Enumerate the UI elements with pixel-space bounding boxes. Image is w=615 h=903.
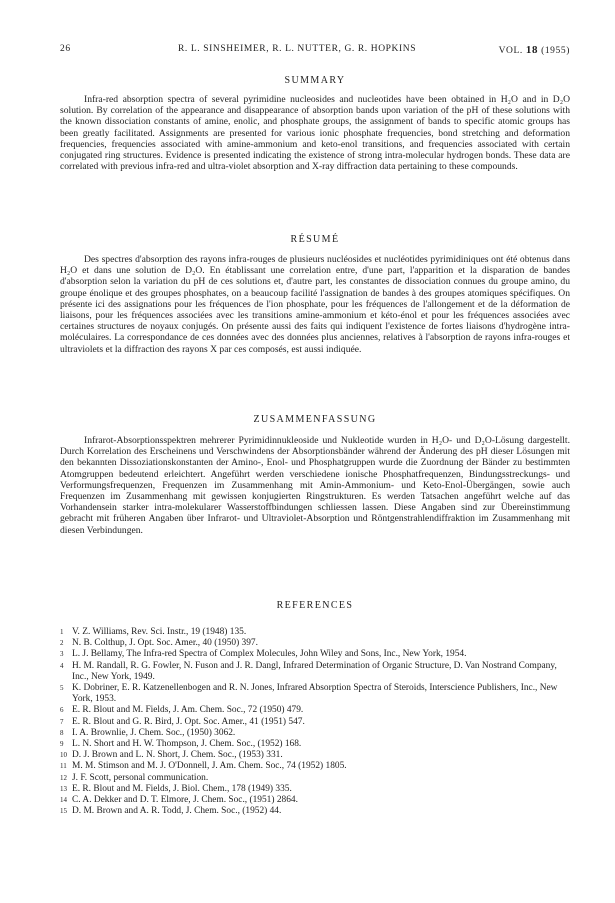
reference-number: 12 xyxy=(60,773,67,782)
reference-text: L. N. Short and H. W. Thompson, J. Chem. Soc., (1952) 168. xyxy=(72,739,302,750)
reference-item xyxy=(60,638,570,649)
reference-item xyxy=(60,728,570,739)
reference-item xyxy=(60,705,570,716)
reference-text: E. R. Blout and M. Fields, J. Am. Chem. Soc., 72 (1950) 479. xyxy=(72,705,304,716)
reference-text: I. A. Brownlie, J. Chem. Soc., (1950) 3062. xyxy=(72,727,236,738)
reference-item xyxy=(60,627,570,638)
reference-number: 8 xyxy=(60,728,64,737)
reference-item xyxy=(60,806,570,817)
volume-label: VOL. xyxy=(498,46,523,56)
reference-text: V. Z. Williams, Rev. Sci. Instr., 19 (1948) 135. xyxy=(72,627,247,637)
reference-text: E. R. Blout and M. Fields, J. Biol. Chem., 178 (1949) 335. xyxy=(72,783,292,794)
summary-heading: SUMMARY xyxy=(284,75,346,86)
page-number: 26 xyxy=(60,44,71,54)
reference-text: J. F. Scott, personal communication. xyxy=(72,772,209,783)
reference-item xyxy=(60,761,570,772)
reference-text: H. M. Randall, R. G. Fowler, N. Fuson and J. R. Dangl, Infrared Determination of Organic Structure, D. Van Nostrand Company, Inc., New York, 1949. xyxy=(72,660,557,682)
reference-item xyxy=(60,773,570,784)
reference-number: 7 xyxy=(60,717,64,726)
reference-number: 9 xyxy=(60,740,64,749)
reference-text: C. A. Dekker and D. T. Elmore, J. Chem. Soc., (1951) 2864. xyxy=(72,795,298,806)
volume-year: (1955) xyxy=(541,46,570,56)
reference-number: 3 xyxy=(60,650,64,659)
reference-item xyxy=(60,661,570,683)
reference-item xyxy=(60,649,570,660)
reference-item xyxy=(60,683,570,705)
zusammenfassung-text: Infrarot-Absorptionsspektren mehrerer Pyrimidinnukleoside und Nukleotide wurden in H₂O- und D₂O-Lösung dargestellt. Durch Korrelation des Erscheinens und Verschwindens der Absorptionsbänder während der Änderung des pH dieser Lösungen mit den bekannten Dissoziationskonstanten der Amino-, Enol- und Phosphatgruppen wurde die Zuordnung der Bänder zu bestimmten Atomgruppen bedeutend erleichtert. Angeführt werden verschiedene ionische Phosphatfrequenzen, Bindungsstreckungs- und Verformungsfrequenzen, Frequenzen im Zusammenhang mit Amin-Ammonium- und Keto-Enol-Übergängen, sowie auch Frequenzen im Zusammenhang mit gewissen konjugierten Ringstrukturen. Es werden Tatsachen angeführt welche auf das Vorhandensein starker intra-molekularer Wasserstoffbindungen schliessen lassen. Diese Angaben sind zur Übereinstimmung gebracht mit früheren Angaben über Infrarot- und Ultraviolet-Absorption und Röntgenstrahlendiffraktion im Zusammenhang mit diesen Verbindungen. xyxy=(60,435,570,536)
reference-item xyxy=(60,717,570,728)
reference-number: 11 xyxy=(60,762,67,771)
reference-text: L. J. Bellamy, The Infra-red Spectra of Complex Molecules, John Wiley and Sons, Inc., New York, 1954. xyxy=(72,649,467,660)
reference-text: N. B. Colthup, J. Opt. Soc. Amer., 40 (1950) 397. xyxy=(72,638,258,649)
reference-text: D. M. Brown and A. R. Todd, J. Chem. Soc., (1952) 44. xyxy=(72,806,282,817)
reference-number: 14 xyxy=(60,796,67,805)
reference-number: 15 xyxy=(60,807,67,816)
reference-item xyxy=(60,739,570,750)
summary-text: Infra-red absorption spectra of several pyrimidine nucleosides and nucleotides have been obtained in H₂O and in D₂O solution. By correlation of the appearance and disappearance of absorption bands upon variation of the pH of these solutions with the known dissociation constants of amine, enolic, and phosphate groups, the assignment of bands to specific atomic groups has been greatly facilitated. Assignments are presented for various ionic phosphate frequencies, bond stretching and deformation frequencies, frequencies associated with amine-ammonium and keto-enol transitions, and frequencies associated with certain conjugated ring structures. Evidence is presented indicating the existence of strong intra-molecular hydrogen bonds. These data are correlated with previous infra-red and ultra-violet absorption and X-ray diffraction data pertaining to these compounds. xyxy=(60,94,570,173)
reference-number: 13 xyxy=(60,784,67,793)
volume-info xyxy=(499,44,570,56)
zusammenfassung-heading: ZUSAMMENFASSUNG xyxy=(253,414,377,425)
reference-text: K. Dobriner, E. R. Katzenellenbogen and R. N. Jones, Infrared Absorption Spectra of Steroids, Interscience Publishers, Inc., New York, 1953. xyxy=(72,683,558,705)
reference-number: 2 xyxy=(60,639,64,648)
reference-text: D. J. Brown and L. N. Short, J. Chem. Soc., (1953) 331. xyxy=(72,750,283,761)
reference-text: E. R. Blout and G. R. Bird, J. Opt. Soc. Amer., 41 (1951) 547. xyxy=(72,716,305,727)
reference-text: M. M. Stimson and M. J. O'Donnell, J. Am. Chem. Soc., 74 (1952) 1805. xyxy=(72,761,347,772)
reference-item xyxy=(60,750,570,761)
references-list xyxy=(60,627,570,817)
volume-number: 18 xyxy=(525,44,539,56)
resume-heading: RÉSUMÉ xyxy=(290,234,340,245)
reference-number: 5 xyxy=(60,684,64,693)
reference-number: 10 xyxy=(60,751,67,760)
reference-item xyxy=(60,795,570,806)
resume-text: Des spectres d'absorption des rayons infra-rouges de plusieurs nucléosides et nucléotides pyrimidiniques ont été obtenus dans H₂O et dans une solution de D₂O. En établissant une correlation entre, d'une part, l'apparition et la disparation de bandes d'absorption selon la variation du pH de ces solutions et, d'autre part, les constantes de dissociation connues du groupe amino, du groupe énolique et des groupes phosphates, on a beaucoup facilité l'assignation de bandes à des groupes atomiques spécifiques. On présente ici des assignations pour les fréquences de l'ion phosphate, pour les fréquences de l'allongement et de la déformation de liaisons, pour les fréquences associées avec les transitions amine-ammonium et kéto-énol et pour les fréquences associées avec certaines structures de noyaux conjugés. On présente aussi des faits qui indiquent l'existence de fortes liaisons d'hydrogène intra-moléculaires. La correspondance de ces données avec des données plus anciennes, relatives à l'absorption de rayons infra-rouges et ultraviolets et la diffraction des rayons X par ces composés, est aussi indiquée. xyxy=(60,254,570,355)
running-authors: R. L. SINSHEIMER, R. L. NUTTER, G. R. HOPKINS xyxy=(178,44,417,54)
references-heading: REFERENCES xyxy=(276,600,354,611)
reference-number: 6 xyxy=(60,706,64,715)
reference-number: 1 xyxy=(60,628,64,636)
reference-number: 4 xyxy=(60,661,64,670)
reference-item xyxy=(60,784,570,795)
running-header xyxy=(60,44,570,58)
